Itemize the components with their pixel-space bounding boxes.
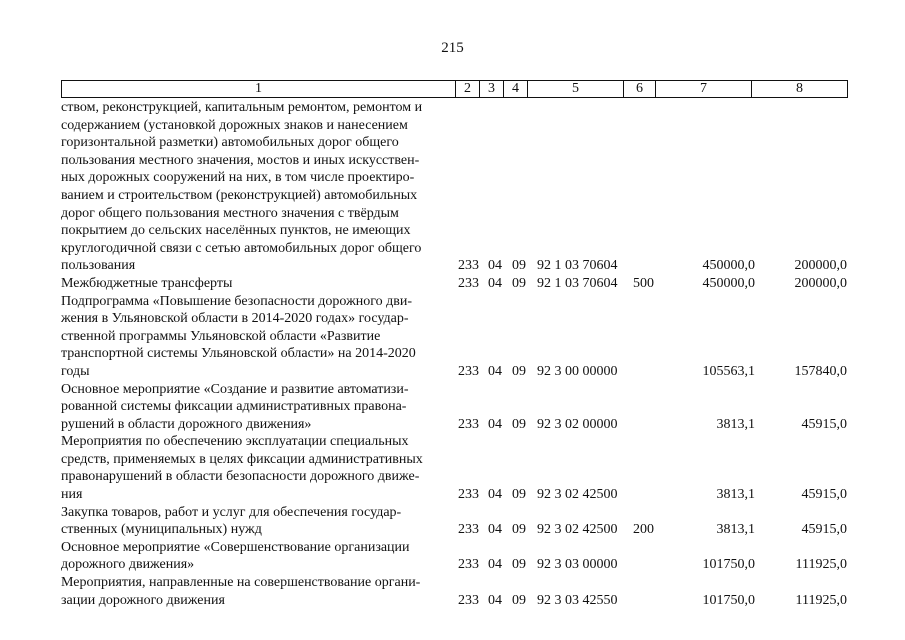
admin-code: 233 (458, 363, 479, 379)
row-description (61, 275, 455, 293)
description-line: горизонтальной разметки) автомобильных дорог общего (61, 135, 399, 151)
row-description (61, 381, 455, 434)
description-line: Межбюджетные трансферты (61, 275, 233, 291)
admin-code: 233 (458, 258, 479, 274)
row-description (61, 574, 455, 609)
description-line: рушений в области дорожного движения» (61, 416, 312, 432)
amount-col-7: 450000,0 (702, 258, 755, 274)
target-code: 92 3 02 42500 (537, 522, 618, 538)
description-line: жения в Ульяновской области в 2014-2020 годах» государ- (61, 311, 409, 327)
section-code: 04 (488, 592, 502, 608)
admin-code: 233 (458, 487, 479, 503)
amount-col-7: 3813,1 (716, 487, 755, 503)
table-row (61, 275, 851, 293)
description-line: транспортной системы Ульяновской области» на 2014-2020 (61, 346, 416, 362)
description-line: ния (61, 487, 83, 503)
section-code: 04 (488, 258, 502, 274)
row-description (61, 99, 455, 275)
subsection-code: 09 (512, 363, 526, 379)
description-line: годы (61, 363, 90, 379)
table-row (61, 293, 851, 381)
target-code: 92 3 02 00000 (537, 416, 618, 432)
amount-col-7: 101750,0 (702, 557, 755, 573)
description-line: ных дорожных сооружений на них, в том числе проектиро- (61, 170, 415, 186)
description-line: зации дорожного движения (61, 592, 225, 608)
amount-col-7: 105563,1 (702, 363, 755, 379)
section-code: 04 (488, 416, 502, 432)
description-line: Основное мероприятие «Совершенствование организации (61, 539, 410, 555)
row-description (61, 504, 455, 539)
header-col-2: 2 (456, 81, 480, 98)
header-col-3: 3 (480, 81, 504, 98)
table-row (61, 539, 851, 574)
amount-col-8: 157840,0 (794, 363, 847, 379)
subsection-code: 09 (512, 275, 526, 291)
table-row (61, 381, 851, 434)
table-header (61, 80, 848, 98)
description-line: Закупка товаров, работ и услуг для обеспечения государ- (61, 504, 402, 520)
amount-col-7: 3813,1 (716, 522, 755, 538)
description-line: рованной системы фиксации административных правона- (61, 399, 407, 415)
subsection-code: 09 (512, 592, 526, 608)
table-row (61, 433, 851, 503)
admin-code: 233 (458, 275, 479, 291)
description-line: средств, применяемых в целях фиксации административных (61, 451, 423, 467)
header-col-1: 1 (62, 81, 456, 98)
description-line: Основное мероприятие «Создание и развитие автоматизи- (61, 381, 409, 397)
description-line: Мероприятия по обеспечению эксплуатации специальных (61, 434, 409, 450)
description-line: ванием и строительством (реконструкцией) автомобильных (61, 187, 418, 203)
target-code: 92 1 03 70604 (537, 275, 618, 291)
header-col-5: 5 (528, 81, 624, 98)
header-col-7: 7 (656, 81, 752, 98)
description-line: покрытием до сельских населённых пунктов, не имеющих (61, 223, 411, 239)
header-col-4: 4 (504, 81, 528, 98)
amount-col-8: 200000,0 (794, 275, 847, 291)
row-description (61, 293, 455, 381)
target-code: 92 3 02 42500 (537, 487, 618, 503)
row-description (61, 539, 455, 574)
header-col-6: 6 (624, 81, 656, 98)
description-line: круглогодичной связи с сетью автомобильных дорог общего (61, 240, 422, 256)
subsection-code: 09 (512, 487, 526, 503)
subsection-code: 09 (512, 258, 526, 274)
amount-col-8: 200000,0 (794, 258, 847, 274)
amount-col-7: 3813,1 (716, 416, 755, 432)
description-line: правонарушений в области безопасности дорожного движе- (61, 469, 420, 485)
description-line: дорог общего пользования местного значения с твёрдым (61, 205, 399, 221)
description-line: дорожного движения» (61, 557, 195, 573)
admin-code: 233 (458, 557, 479, 573)
description-line: Подпрограмма «Повышение безопасности дорожного дви- (61, 293, 413, 309)
expense-type: 500 (633, 275, 654, 291)
description-line: ственной программы Ульяновской области «Развитие (61, 328, 381, 344)
section-code: 04 (488, 363, 502, 379)
expense-type: 200 (633, 522, 654, 538)
target-code: 92 3 00 00000 (537, 363, 618, 379)
section-code: 04 (488, 275, 502, 291)
target-code: 92 3 03 42550 (537, 592, 618, 608)
admin-code: 233 (458, 416, 479, 432)
description-line: ством, реконструкцией, капитальным ремонтом, ремонтом и (61, 100, 423, 115)
section-code: 04 (488, 487, 502, 503)
table-row (61, 504, 851, 539)
amount-col-7: 101750,0 (702, 592, 755, 608)
description-line: Мероприятия, направленные на совершенствование органи- (61, 575, 421, 591)
header-col-8: 8 (752, 81, 848, 98)
target-code: 92 3 03 00000 (537, 557, 618, 573)
amount-col-8: 111925,0 (795, 592, 847, 608)
target-code: 92 1 03 70604 (537, 258, 618, 274)
amount-col-7: 450000,0 (702, 275, 755, 291)
amount-col-8: 45915,0 (801, 416, 847, 432)
amount-col-8: 45915,0 (801, 487, 847, 503)
table-row (61, 574, 851, 609)
subsection-code: 09 (512, 416, 526, 432)
amount-col-8: 45915,0 (801, 522, 847, 538)
table-row (61, 99, 851, 275)
amount-col-8: 111925,0 (795, 557, 847, 573)
section-code: 04 (488, 522, 502, 538)
description-line: пользования местного значения, мостов и иных искусствен- (61, 152, 420, 168)
admin-code: 233 (458, 592, 479, 608)
description-line: ственных (муниципальных) нужд (61, 522, 262, 538)
page-number: 215 (441, 40, 464, 56)
row-description (61, 433, 455, 503)
section-code: 04 (488, 557, 502, 573)
table-body (61, 99, 851, 609)
admin-code: 233 (458, 522, 479, 538)
subsection-code: 09 (512, 522, 526, 538)
description-line: содержанием (установкой дорожных знаков и нанесением (61, 117, 408, 133)
subsection-code: 09 (512, 557, 526, 573)
description-line: пользования (61, 258, 136, 274)
